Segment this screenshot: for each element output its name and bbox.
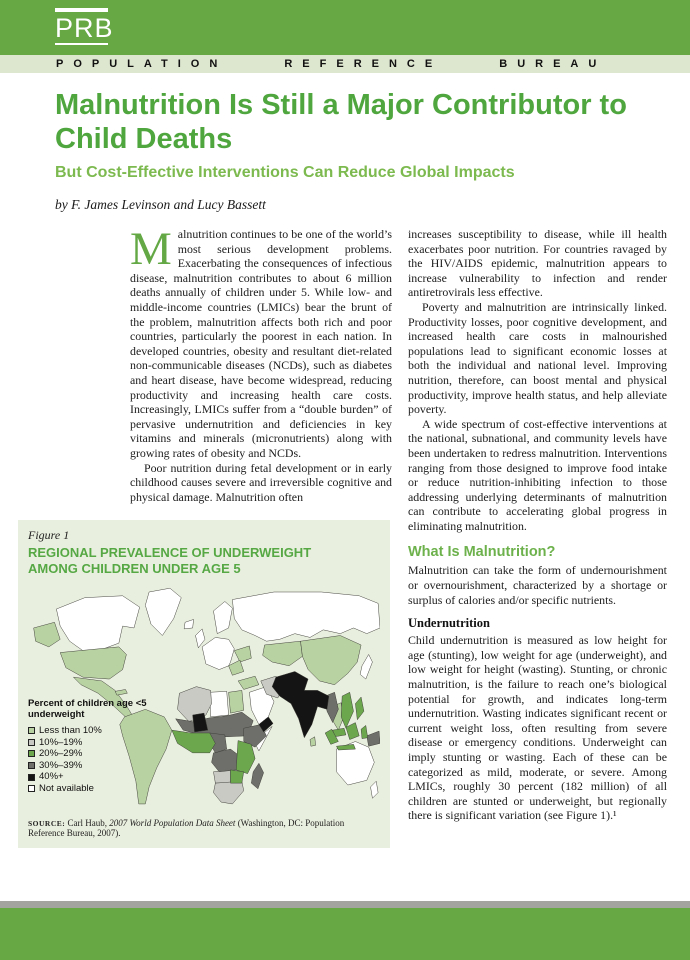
paragraph: Child undernutrition is measured as low height for age (stunting), low weight for age (underweight), and low weight for height (wasting). Stunting, or chronic malnutrition, is the failure to reach one’s biological potential for growth, and indicates long-term undernutrition. Wasting indicates significant recent or current weight loss, often resulting from severe disease or emergency conditions. Underweight can imply stunting or wasting. Each of these can be categorized as mild, moderate, or severe. Among LMICs, roughly 30 percent (182 million) of all children are stunted or underweight, but regionally there is significant variation (see Figure 1).¹	[408, 633, 667, 823]
page-subtitle: But Cost-Effective Interventions Can Reduce Global Impacts	[55, 164, 515, 181]
header-band	[0, 0, 690, 55]
legend-item	[28, 737, 153, 749]
legend-item	[28, 783, 153, 795]
paragraph: A wide spectrum of cost-effective interventions at the national, subnational, and community levels have been undertaken to redress malnutrition. Interventions ranging from those designed to improve food intake or reduce nutrition-inhibiting infection to those addressing underlying determinants of malnutrition can contribute to accelerating global progress in eliminating malnutrition.	[408, 416, 667, 533]
source-publication: 2007 World Population Data Sheet	[109, 818, 236, 828]
legend-label: 10%–19%	[39, 736, 83, 748]
legend-item	[28, 760, 153, 772]
figure-1-box	[18, 520, 390, 848]
page-title: Malnutrition Is Still a Major Contributor to Child Deaths	[55, 89, 627, 155]
figure-label: Figure 1	[28, 528, 70, 542]
logo-text: PRB	[55, 13, 114, 43]
legend-swatch-10-19	[28, 739, 35, 746]
left-column	[130, 227, 392, 520]
legend-swatch-under-10	[28, 727, 35, 734]
paragraph: increases susceptibility to disease, while ill health exacerbates poor nutrition. For countries ravaged by the HIV/AIDS epidemic, malnutrition appears to increase vulnerability to infection and render antiretrovirals less effective.	[408, 227, 667, 300]
paragraph: Poor nutrition during fetal development or in early childhood causes severe and irreversible cognitive and physical damage. Malnutrition often	[130, 460, 392, 504]
source-post: (Washington, DC: Population Reference Bureau, 2007).	[28, 818, 345, 838]
logo-rule-bottom	[55, 43, 108, 45]
legend-label: Not available	[39, 782, 94, 794]
world-map	[28, 580, 380, 815]
legend-label: 40%+	[39, 771, 64, 783]
legend-label: Less than 10%	[39, 725, 102, 736]
legend-swatch-30-39	[28, 762, 35, 769]
figure-title: REGIONAL PREVALENCE OF UNDERWEIGHT AMONG CHILDREN UNDER AGE 5	[28, 545, 312, 576]
paragraph: Malnutrition can take the form of undernourishment or overnourishment, characterized by a shortage or surplus of calories and/or specific nutrients.	[408, 563, 667, 607]
paragraph	[130, 227, 392, 461]
byline: by F. James Levinson and Lucy Bassett	[55, 197, 266, 212]
right-column	[408, 227, 667, 827]
legend-item	[28, 771, 153, 783]
dropcap: M	[130, 227, 172, 275]
legend-swatch-40-plus	[28, 774, 35, 781]
footer-gray-rule	[0, 901, 690, 908]
legend-item	[28, 725, 153, 737]
source-pre: Carl Haub,	[65, 818, 110, 828]
paragraph: Poverty and malnutrition are intrinsically linked. Productivity losses, poor cognitive development, and increased health care costs in malnourished populations lead to significant economic losses at both the individual and national level. Improving nutrition, therefore, can boost mental and physical productivity, improve health status, and help alleviate poverty.	[408, 299, 667, 417]
subsection-heading-undernutrition: Undernutrition	[408, 616, 490, 631]
legend-item	[28, 748, 153, 760]
footer-green-band	[0, 908, 690, 960]
legend-swatch-not-available	[28, 785, 35, 792]
map-legend	[28, 698, 153, 795]
legend-swatch-20-29	[28, 750, 35, 757]
source-label: SOURCE:	[28, 819, 66, 828]
prb-logo	[55, 8, 114, 45]
section-heading-what-is-malnutrition: What Is Malnutrition?	[408, 544, 556, 561]
legend-label: 30%–39%	[39, 759, 83, 771]
logo-rule-top	[55, 8, 108, 12]
figure-source	[28, 818, 380, 838]
paragraph-text: alnutrition continues to be one of the world’s most serious development problems. Exacerbating the consequences of infectious disease, malnutrition contributes to about 6 million deaths annually of children under 5. While low- and middle-income countries (LMICs) bear the brunt of the problem, malnutrition affects both rich and poor countries, particularly the poorest in each nation. In developed countries, obesity and resultant diet-related non-communicable diseases (NCDs), such as diabetes and heart disease, have become widespread, reducing productivity and increasing health care costs. Increasingly, LMICs suffer from a “double burden” of pervasive undernutrition and deficiencies in key vitamins and minerals (micronutrients) along with growing rates of obesity and NCDs.	[130, 227, 392, 460]
legend-title: Percent of children age <5 underweight	[28, 698, 147, 720]
org-banner: POPULATION REFERENCE BUREAU	[0, 55, 690, 73]
legend-label: 20%–29%	[39, 748, 83, 760]
